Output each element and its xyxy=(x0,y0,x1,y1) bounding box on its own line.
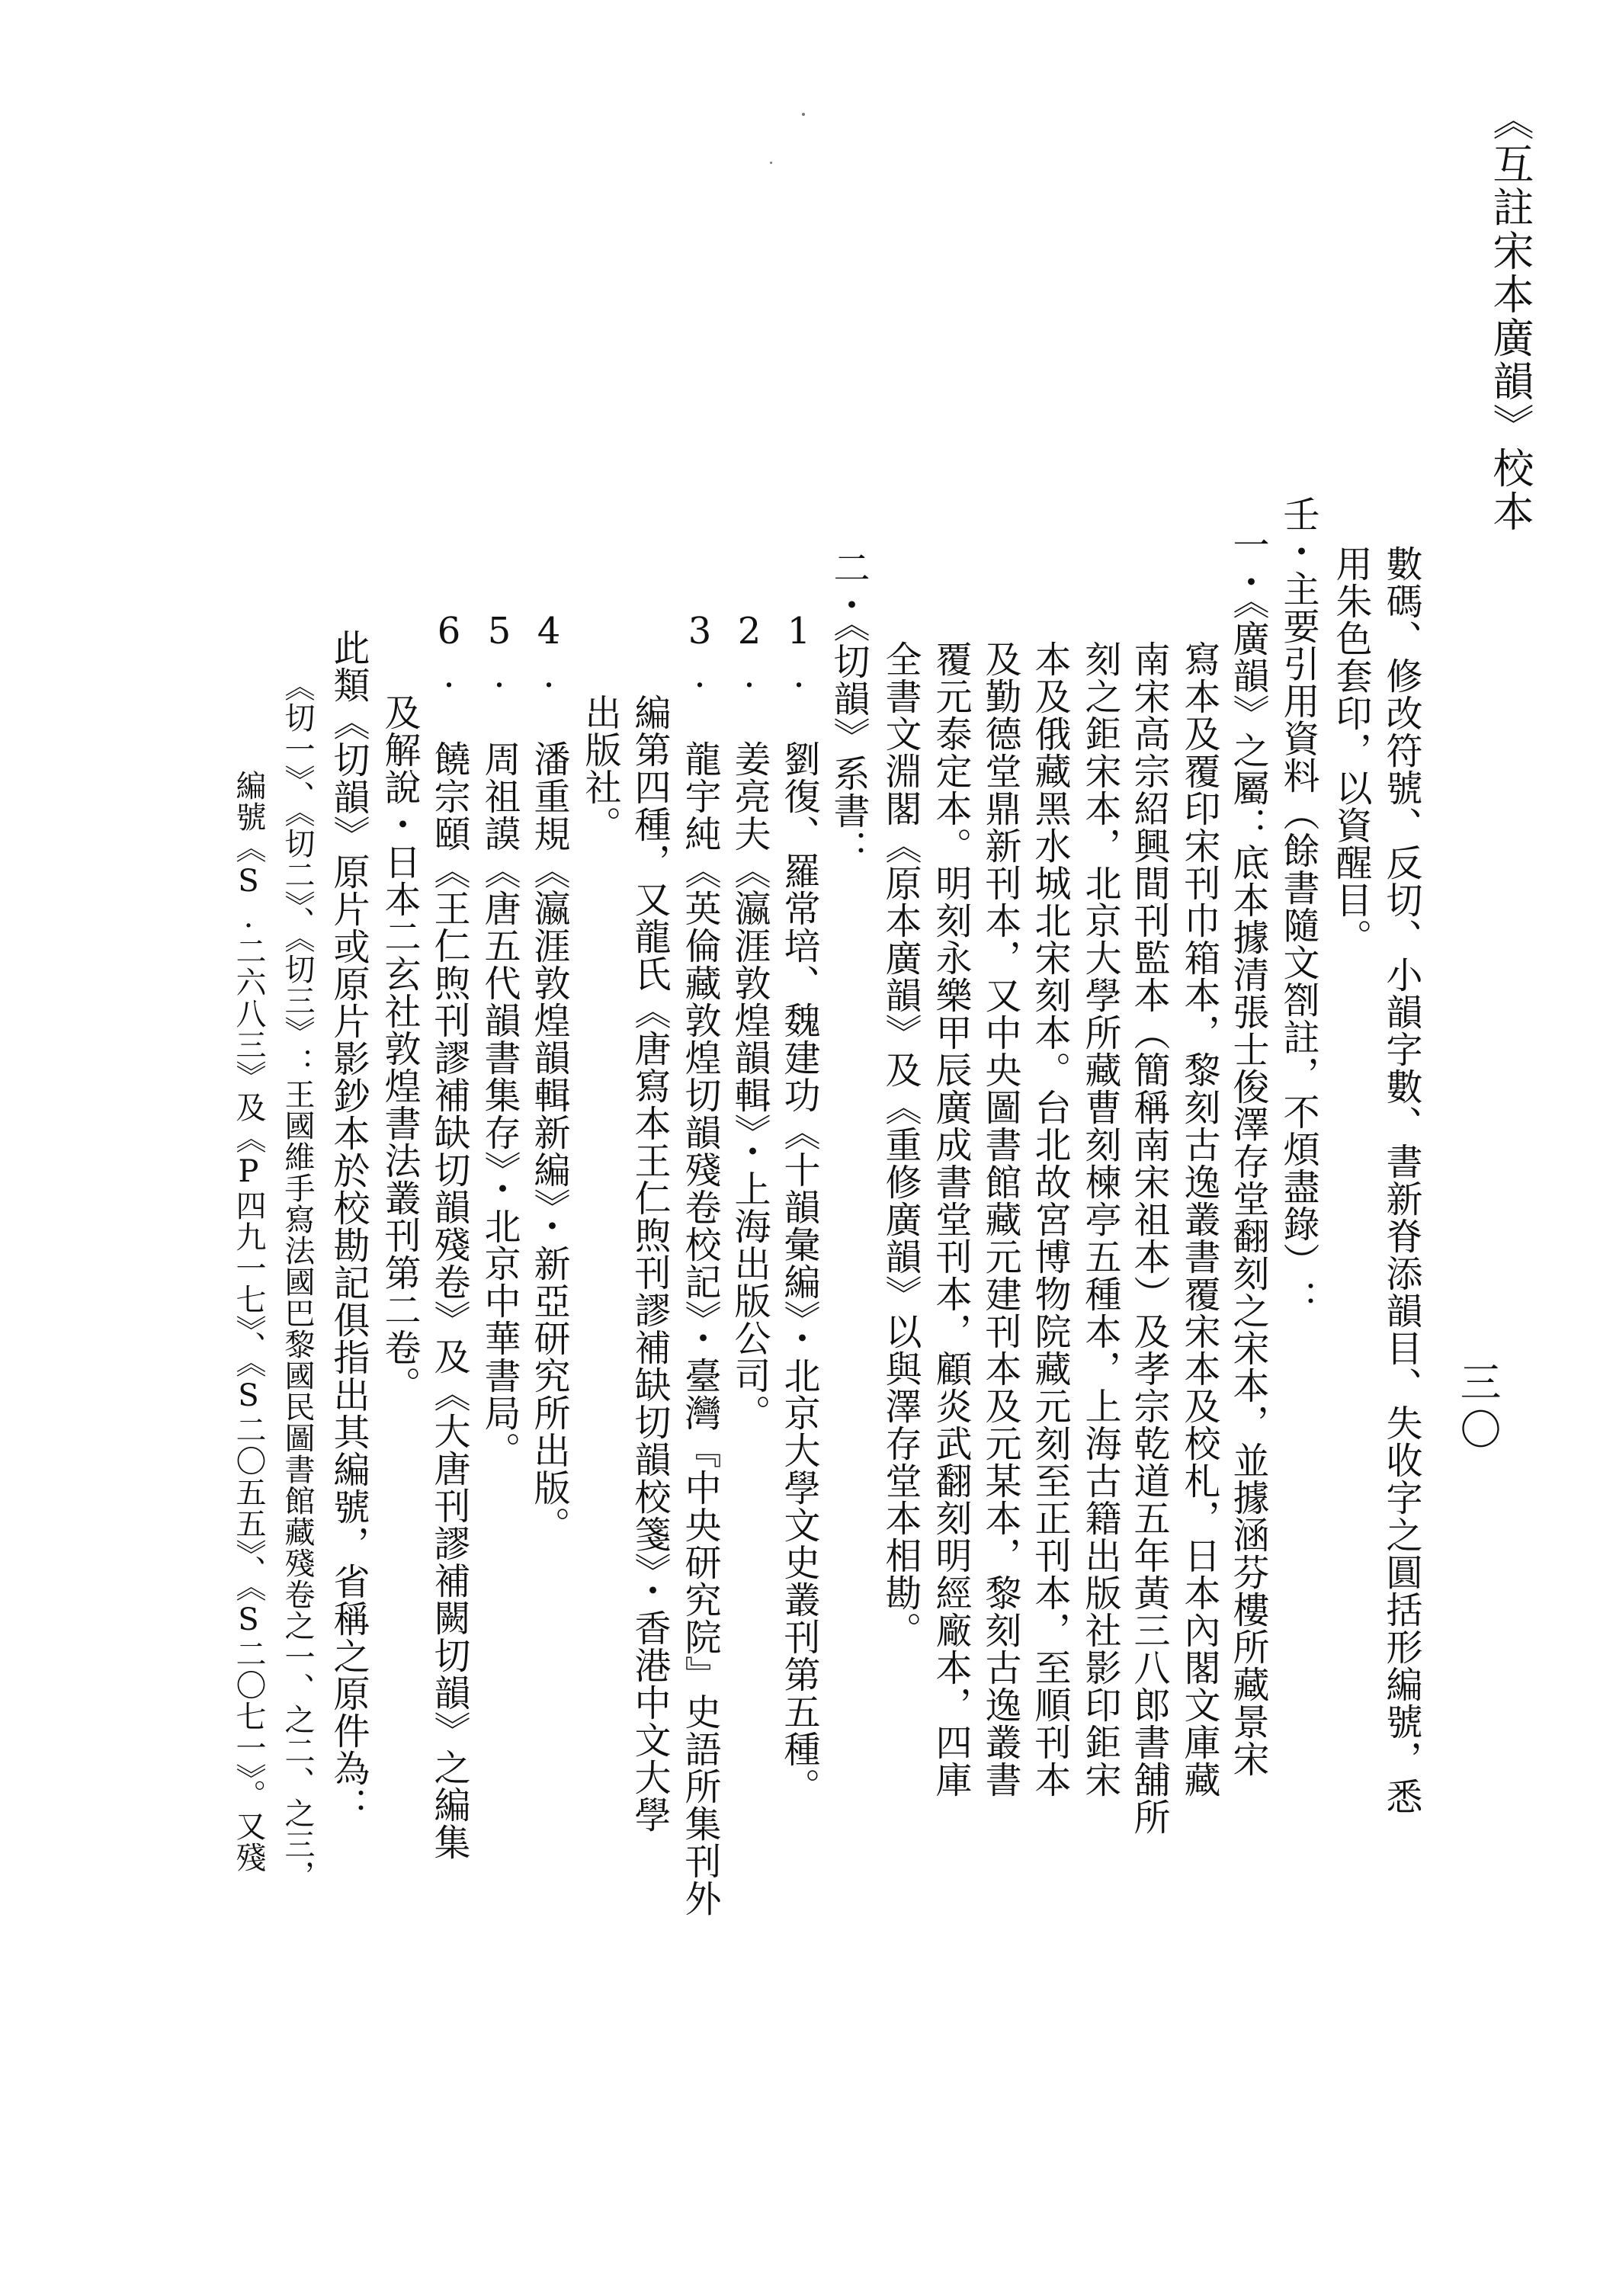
text-column-6: 南宋高宗紹興間刊監本（簡稱南宋祖本）及孝宗乾道五年黃三八郎書舖所 xyxy=(1127,640,1170,1836)
text-column-22: 此類《切韻》原片或原片影鈔本於校勘記俱指出其編號，省稱之原件為： xyxy=(327,629,370,1824)
text-column-1: 數碼、修改符號、反切、小韻字數、書新脊添韻目、失收字之圓括形編號，悉 xyxy=(1380,545,1422,1815)
page-header: 《互註宋本廣韻》校本 xyxy=(1486,99,1534,534)
text-column-11: 全書文淵閣《原本廣韻》及《重修廣韻》以與澤存堂本相勘。 xyxy=(879,640,922,1649)
text-column-10: 覆元泰定本。明刻永樂甲辰廣成書堂刊本，顧炎武翻刻明經廠本，四庫 xyxy=(929,640,972,1798)
text-column-7: 刻之鉅宋本，北京大學所藏曹刻楝亭五種本，上海古籍出版社影印鉅宋 xyxy=(1079,640,1121,1798)
text-column-4: 一・《廣韻》之屬：底本據清張士俊澤存堂翻刻之宋本，並據涵芬樓所藏景宋 xyxy=(1226,526,1269,1778)
text-column-24: 編號《S.二六八三》及《P四九一七》、《S二〇五五》、《S二〇七一》。又殘 xyxy=(231,770,266,1873)
text-column-20: 6. 饒宗頤《王仁煦刊謬補缺切韻殘卷》及《大唐刊謬補闕切韻》之編集 xyxy=(428,610,470,1861)
scan-speck xyxy=(802,113,805,116)
text-column-16: 編第四種，又龍氏《唐寫本王仁煦刊謬補缺切韻校箋》・香港中文大學 xyxy=(628,694,671,1833)
text-column-18: 4. 潘重規《瀛涯敦煌韻輯新編》・新亞研究所出版。 xyxy=(527,610,570,1544)
text-column-9: 及勤德堂鼎新刊本，又中央圖書館藏元建刊本及元某本，黎刻古逸叢書 xyxy=(979,640,1021,1798)
text-column-8: 本及俄藏黑水城北宋刻本。台北故宮博物院藏元刻至正刊本，至順刊本 xyxy=(1028,640,1071,1798)
text-column-2: 用朱色套印，以資醒目。 xyxy=(1329,545,1372,956)
text-column-19: 5. 周祖謨《唐五代韻書集存》・北京中華書局。 xyxy=(478,610,521,1469)
text-column-17: 出版社。 xyxy=(579,694,621,843)
text-column-14: 2. 姜亮夫《瀛涯敦煌韻輯》・上海出版公司。 xyxy=(728,610,771,1432)
section-heading-2: 二・《切韻》系書： xyxy=(827,549,870,867)
text-column-21: 及解說・日本二玄社敦煌書法叢刊第二卷。 xyxy=(378,694,421,1403)
text-column-5: 寫本及覆印宋刊巾箱本，黎刻古逸叢書覆宋本及校札，日本內閣文庫藏 xyxy=(1178,640,1220,1798)
text-column-13: 1. 劉復、羅常培、魏建功《十韻彙編》・北京大學文史叢刊第五種。 xyxy=(778,610,820,1805)
scan-speck xyxy=(770,162,772,164)
text-column-23: 《切一》、《切二》、《切三》：王國維手寫法國巴黎國民圖書館藏殘卷之一、之二、之三， xyxy=(280,671,315,1891)
page-number: 三〇 xyxy=(1454,1361,1502,1455)
text-column-15: 3. 龍宇純《英倫藏敦煌切韻殘卷校記》・臺灣『中央研究院』史語所集刊外 xyxy=(678,610,721,1917)
section-heading-ren: 壬・主要引用資料（餘書隨文劄註，不煩盡錄）： xyxy=(1277,495,1319,1317)
